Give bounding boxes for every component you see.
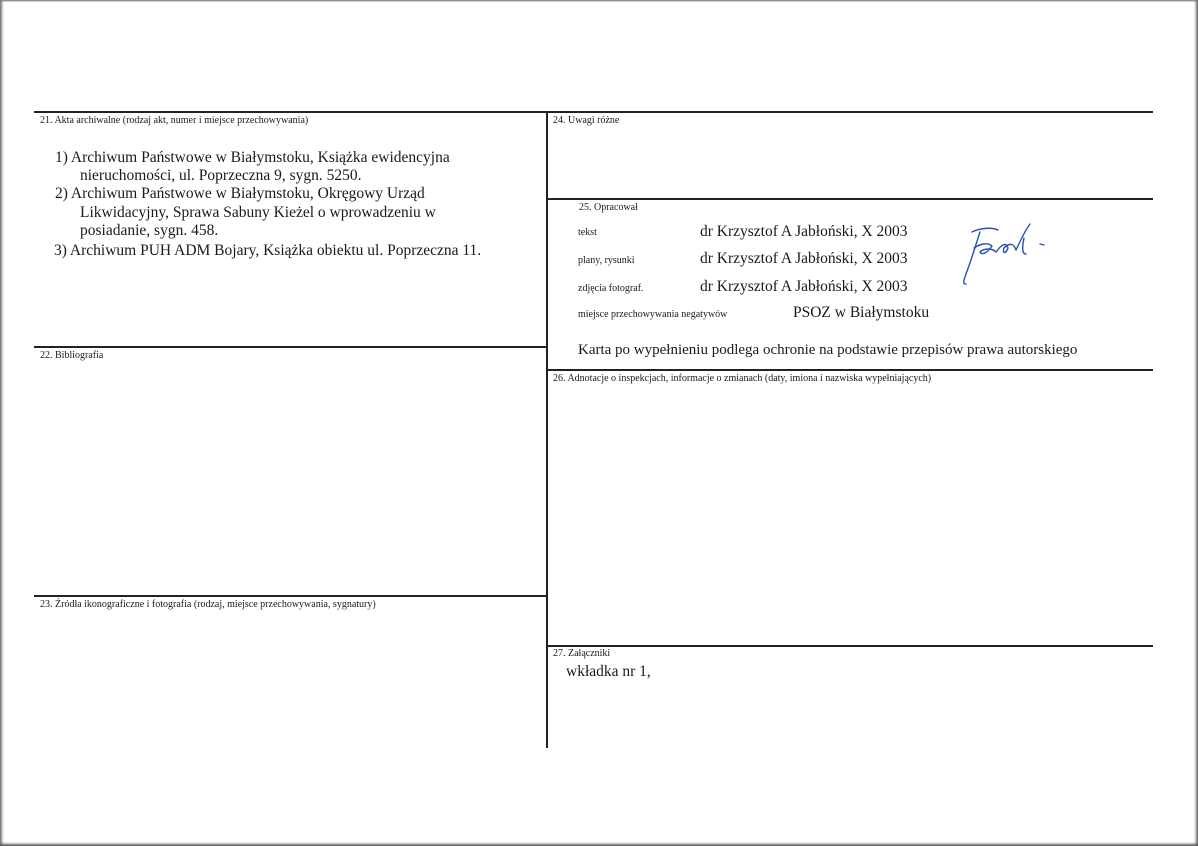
author-value: dr Krzysztof A Jabłoński, X 2003: [700, 250, 908, 267]
section-26-label: 26. Adnotacje o inspekcjach, informacje o zmianach (daty, imiona i nazwiska wypełniających): [553, 373, 932, 384]
page-edge-top: [0, 0, 1198, 2]
section-23-label: 23. Źródła ikonograficzne i fotografia (rodzaj, miejsce przechowywania, sygnatury): [40, 599, 376, 610]
author-value: dr Krzysztof A Jabłoński, X 2003: [700, 278, 908, 295]
section-27-label: 27. Załączniki: [553, 648, 611, 659]
section-22-label: 22. Bibliografia: [40, 350, 104, 361]
negatives-location-value: PSOZ w Białymstoku: [793, 304, 930, 321]
rule-21-22: [34, 346, 547, 348]
page-edge-bottom: [0, 842, 1198, 846]
author-role-label: tekst: [578, 227, 597, 238]
page-edge-right: [1194, 0, 1198, 846]
rule-top: [34, 111, 1153, 113]
section-24-label: 24. Uwagi różne: [553, 115, 620, 126]
section-21-label: 21. Akta archiwalne (rodzaj akt, numer i miejsce przechowywania): [40, 115, 309, 126]
archive-item-line: 3) Archiwum PUH ADM Bojary, Książka obiektu ul. Poprzeczna 11.: [54, 242, 482, 259]
signature: [958, 218, 1053, 290]
negatives-location-label: miejsce przechowywania negatywów: [578, 309, 728, 320]
attachments-value: wkładka nr 1,: [566, 663, 651, 680]
rule-26-27: [547, 645, 1153, 647]
copyright-note: Karta po wypełnieniu podlega ochronie na podstawie przepisów prawa autorskiego: [578, 342, 1078, 358]
archive-item-line: nieruchomości, ul. Poprzeczna 9, sygn. 5250.: [80, 167, 362, 184]
author-role-label: plany, rysunki: [578, 255, 635, 266]
rule-22-23: [34, 595, 547, 597]
archive-item-line: 2) Archiwum Państwowe w Białymstoku, Okręgowy Urząd: [55, 185, 425, 202]
archive-item-line: Likwidacyjny, Sprawa Sabuny Kieżel o wprowadzeniu w: [80, 204, 436, 221]
rule-24-25: [547, 198, 1153, 200]
author-value: dr Krzysztof A Jabłoński, X 2003: [700, 223, 908, 240]
section-25-label: 25. Opracował: [579, 202, 638, 213]
archive-item-line: posiadanie, sygn. 458.: [80, 222, 219, 239]
archive-item-line: 1) Archiwum Państwowe w Białymstoku, Książka ewidencyjna: [55, 149, 450, 166]
rule-center: [546, 111, 548, 748]
page-edge-left: [0, 0, 4, 846]
author-role-label: zdjęcia fotograf.: [578, 283, 644, 294]
rule-25-26: [547, 369, 1153, 371]
